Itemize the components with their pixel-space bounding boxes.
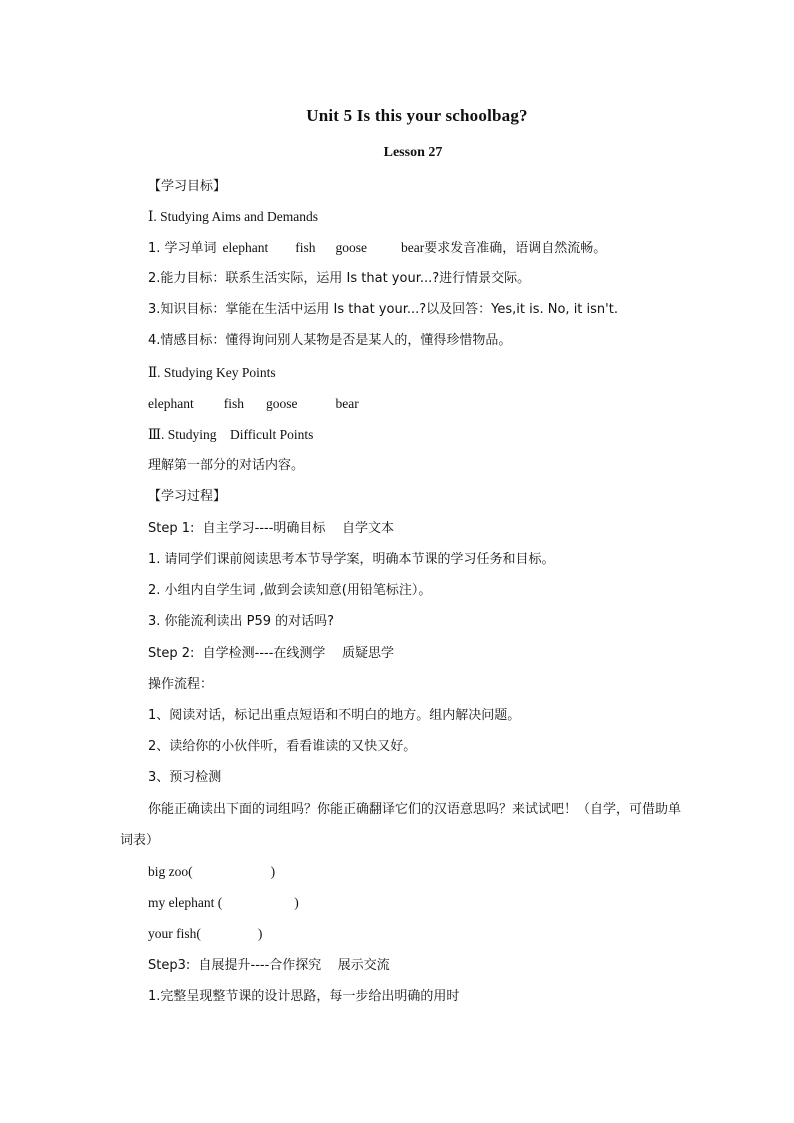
phrase-text: my elephant ( [148, 895, 223, 910]
aim-1-word: elephant [222, 240, 269, 255]
key-word: elephant [148, 396, 194, 411]
phrase-text: your fish( [148, 926, 201, 941]
phrase-close: ) [257, 926, 263, 941]
aim-1-word: bear [401, 240, 425, 255]
aim-3: 3.知识目标：掌能在生活中运用 Is that your...?以及回答：Yes,it is. No, it isn't. [148, 302, 618, 317]
phrase-line [148, 863, 275, 881]
process-header: 【学习过程】 [148, 489, 227, 504]
step-1-item: 1. 请同学们课前阅读思考本节导学案，明确本节课的学习任务和目标。 [148, 552, 555, 567]
step-1: Step 1: 自主学习----明确目标 自学文本 [148, 521, 394, 536]
key-word: goose [265, 396, 298, 411]
step-3-item: 1.完整呈现整节课的设计思路，每一步给出明确的用时 [148, 989, 460, 1004]
aim-1 [148, 239, 606, 258]
aims-header: 【学习目标】 [148, 179, 227, 194]
lesson-title: Lesson 27 [383, 145, 443, 160]
step-1-item: 3. 你能流利读出 P59 的对话吗? [148, 614, 335, 629]
preview-paragraph: 你能正确读出下面的词组吗？你能正确翻译它们的汉语意思吗？来试试吧！（自学，可借助单词表） [120, 802, 682, 848]
difficult-points-text: 理解第一部分的对话内容。 [148, 458, 305, 473]
phrase-line [148, 894, 299, 912]
step-2: Step 2: 自学检测----在线测学 质疑思学 [148, 646, 394, 661]
procedure-item: 1、阅读对话，标记出重点短语和不明白的地方。组内解决问题。 [148, 708, 521, 723]
document-title: Unit 5 Is this your schoolbag? [306, 106, 528, 125]
step-1-item: 2. 小组内自学生词 ,做到会读知意(用铅笔标注）。 [148, 583, 432, 598]
key-word: bear [335, 396, 359, 411]
procedure-item: 3、预习检测 [148, 770, 222, 785]
aims-title: Ⅰ. Studying Aims and Demands [148, 209, 318, 224]
aim-2: 2.能力目标：联系生活实际，运用 Is that your...?进行情景交际。 [148, 271, 531, 286]
procedure-label: 操作流程： [148, 677, 214, 692]
key-word: fish [223, 396, 244, 411]
aim-1-word: goose [335, 240, 368, 255]
aim-1-prefix: 1. 学习单词 [148, 241, 217, 256]
aim-1-suffix: 要求发音准确，语调自然流畅。 [424, 241, 607, 256]
phrase-close: ) [294, 895, 299, 910]
phrase-text: big zoo( [148, 864, 193, 879]
phrase-line [148, 925, 262, 943]
difficult-points-title: Ⅲ. Studying Difficult Points [148, 427, 314, 442]
aim-1-word: fish [295, 240, 316, 255]
key-words [148, 395, 359, 413]
step-3: Step3: 自展提升----合作探究 展示交流 [148, 958, 390, 973]
key-points-title: Ⅱ. Studying Key Points [148, 365, 276, 380]
procedure-item: 2、读给你的小伙伴听，看看谁读的又快又好。 [148, 739, 417, 754]
phrase-close: ) [270, 864, 276, 879]
aim-4: 4.情感目标：懂得询问别人某物是否是某人的，懂得珍惜物品。 [148, 333, 512, 348]
